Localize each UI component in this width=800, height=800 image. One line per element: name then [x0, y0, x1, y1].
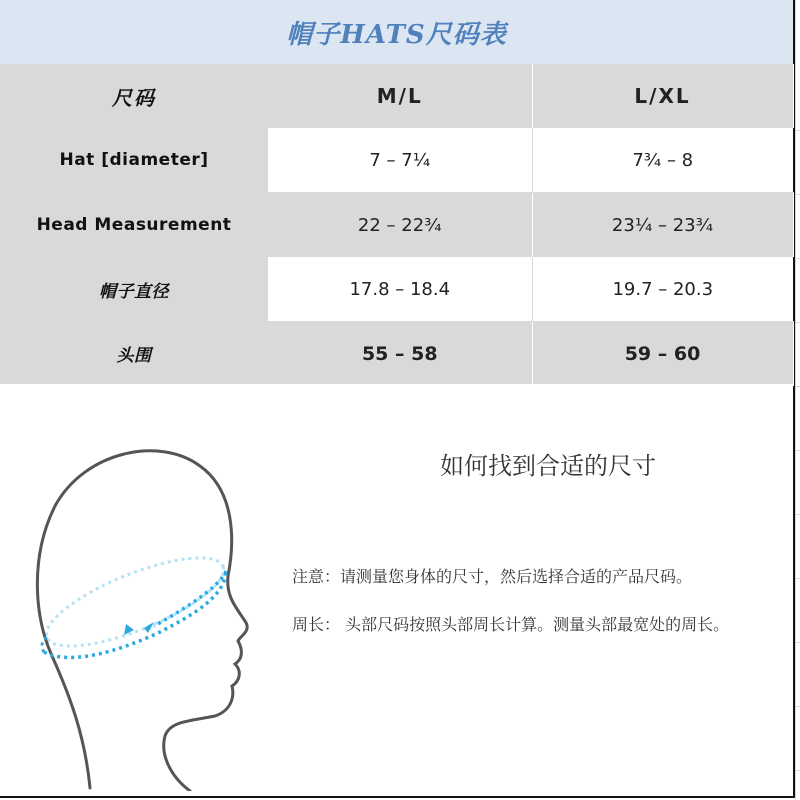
row-label: Head Measurement: [0, 193, 268, 258]
guide-note: 注意：请测量您身体的尺寸，然后选择合适的产品尺码。: [292, 567, 693, 586]
chart-title: 帽子HATS尺码表: [0, 0, 793, 65]
sheet-grid-edge: [795, 0, 800, 800]
measuring-arrow-icon: [36, 540, 233, 663]
table-header-row: [0, 64, 793, 128]
cell-ml: 22 – 22¾: [268, 193, 532, 258]
cell-ml: 17.8 – 18.4: [268, 257, 532, 322]
cell-lxl: 7¾ – 8: [532, 128, 793, 193]
table-row: [0, 128, 793, 193]
row-label: Hat [diameter]: [0, 128, 268, 193]
header-label: 尺码: [0, 64, 268, 128]
cell-lxl: 59 – 60: [532, 322, 793, 387]
measuring-guide: [0, 384, 793, 796]
cell-lxl: 23¼ – 23¾: [532, 193, 793, 258]
row-label: 帽子直径: [0, 257, 268, 322]
guide-title: 如何找到合适的尺寸: [440, 452, 656, 480]
table-row: [0, 322, 793, 387]
table-row: [0, 257, 793, 322]
table-row: [0, 193, 793, 258]
head-outline-icon: [30, 436, 270, 791]
cell-ml: 55 – 58: [268, 322, 532, 387]
row-label: 头围: [0, 322, 268, 387]
guide-circumference: 周长： 头部尺码按照头部周长计算。测量头部最宽处的周长。: [292, 615, 730, 634]
size-table: [0, 64, 794, 386]
header-size-ml: M/L: [268, 64, 532, 128]
cell-ml: 7 – 7¼: [268, 128, 532, 193]
cell-lxl: 19.7 – 20.3: [532, 257, 793, 322]
header-size-lxl: L/XL: [532, 64, 793, 128]
